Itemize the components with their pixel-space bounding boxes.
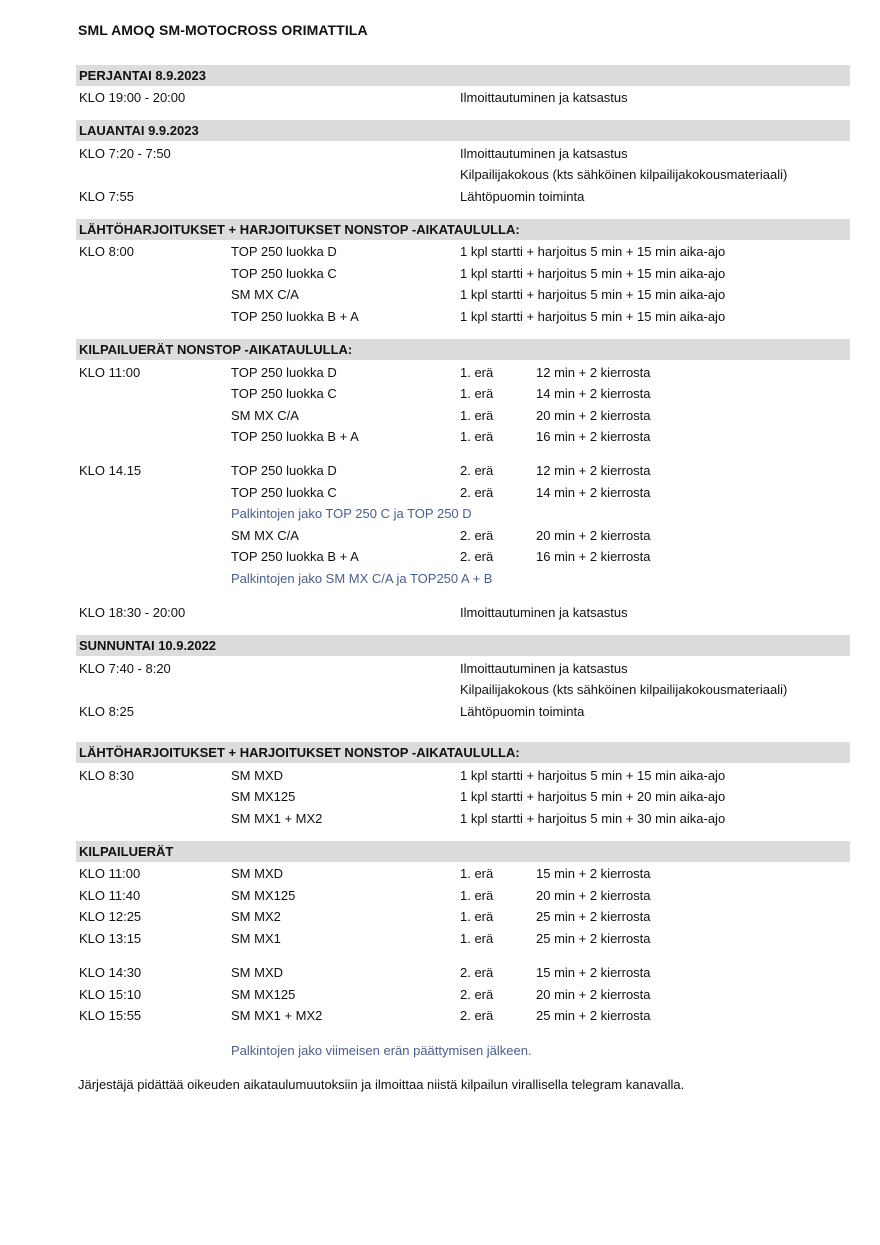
description-cell: 1 kpl startti + harjoitus 5 min + 15 min aika-ajo [460, 309, 726, 324]
duration-cell: 20 min + 2 kierrosta [536, 408, 651, 423]
description-cell: Ilmoittautuminen ja katsastus [460, 146, 628, 161]
class-cell: SM MX1 + MX2 [231, 811, 323, 826]
time-cell: KLO 15:55 [79, 1008, 142, 1023]
class-cell: SM MX C/A [231, 528, 299, 543]
description-cell: 1 kpl startti + harjoitus 5 min + 20 min aika-ajo [460, 789, 726, 804]
time-cell: KLO 11:40 [79, 888, 141, 903]
section-heading: PERJANTAI 8.9.2023 [79, 68, 206, 83]
description-cell: Ilmoittautuminen ja katsastus [460, 90, 628, 105]
class-cell: SM MX2 [231, 909, 281, 924]
time-cell: KLO 11:00 [79, 866, 141, 881]
duration-cell: 16 min + 2 kierrosta [536, 429, 651, 444]
time-cell: KLO 15:10 [79, 987, 142, 1002]
section-heading: LÄHTÖHARJOITUKSET + HARJOITUKSET NONSTOP -AIKATAULULLA: [79, 222, 520, 237]
description-cell: Ilmoittautuminen ja katsastus [460, 661, 628, 676]
class-cell: SM MXD [231, 768, 283, 783]
time-cell: KLO 7:20 - 7:50 [79, 146, 171, 161]
description-cell: 1 kpl startti + harjoitus 5 min + 30 min aika-ajo [460, 811, 726, 826]
description-cell: 1 kpl startti + harjoitus 5 min + 15 min aika-ajo [460, 266, 726, 281]
heat-cell: 1. erä [460, 429, 494, 444]
heat-cell: 2. erä [460, 549, 494, 564]
class-cell: TOP 250 luokka B + A [231, 429, 359, 444]
time-cell: KLO 14.15 [79, 463, 142, 478]
heat-cell: 1. erä [460, 386, 494, 401]
class-cell: SM MX C/A [231, 287, 299, 302]
footer-note: Järjestäjä pidättää oikeuden aikataulumuutoksiin ja ilmoittaa niistä kilpailun virallisella telegram kanavalla. [78, 1077, 685, 1092]
class-cell: TOP 250 luokka D [231, 244, 337, 259]
section-header-saturday-races [76, 339, 850, 360]
heat-cell: 2. erä [460, 528, 494, 543]
duration-cell: 20 min + 2 kierrosta [536, 528, 651, 543]
description-cell: 1 kpl startti + harjoitus 5 min + 15 min aika-ajo [460, 287, 726, 302]
description-cell: Kilpailijakokous (kts sähköinen kilpailijakokousmateriaali) [460, 682, 788, 697]
duration-cell: 20 min + 2 kierrosta [536, 888, 651, 903]
award-note: Palkintojen jako viimeisen erän päättymisen jälkeen. [231, 1043, 532, 1058]
class-cell: SM MX C/A [231, 408, 299, 423]
section-header-saturday [76, 120, 850, 141]
class-cell: TOP 250 luokka D [231, 463, 337, 478]
section-header-sunday-races [76, 841, 850, 862]
class-cell: SM MX125 [231, 789, 296, 804]
heat-cell: 1. erä [460, 909, 494, 924]
heat-cell: 2. erä [460, 1008, 494, 1023]
time-cell: KLO 11:00 [79, 365, 141, 380]
class-cell: SM MXD [231, 866, 283, 881]
class-cell: SM MXD [231, 965, 283, 980]
heat-cell: 2. erä [460, 463, 494, 478]
duration-cell: 25 min + 2 kierrosta [536, 931, 651, 946]
class-cell: SM MX125 [231, 888, 296, 903]
description-cell: Kilpailijakokous (kts sähköinen kilpailijakokousmateriaali) [460, 167, 788, 182]
section-header-sunday-practice [76, 742, 850, 763]
section-heading: KILPAILUERÄT NONSTOP -AIKATAULULLA: [79, 342, 353, 357]
section-heading: KILPAILUERÄT [79, 844, 174, 859]
award-note: Palkintojen jako SM MX C/A ja TOP250 A + B [231, 571, 493, 586]
duration-cell: 14 min + 2 kierrosta [536, 386, 651, 401]
heat-cell: 1. erä [460, 408, 494, 423]
time-cell: KLO 7:55 [79, 189, 134, 204]
duration-cell: 16 min + 2 kierrosta [536, 549, 651, 564]
class-cell: SM MX125 [231, 987, 296, 1002]
duration-cell: 25 min + 2 kierrosta [536, 1008, 651, 1023]
duration-cell: 25 min + 2 kierrosta [536, 909, 651, 924]
class-cell: SM MX1 [231, 931, 281, 946]
time-cell: KLO 7:40 - 8:20 [79, 661, 171, 676]
description-cell: 1 kpl startti + harjoitus 5 min + 15 min aika-ajo [460, 244, 726, 259]
award-note: Palkintojen jako TOP 250 C ja TOP 250 D [231, 506, 472, 521]
description-cell: Lähtöpuomin toiminta [460, 704, 585, 719]
section-header-saturday-practice [76, 219, 850, 240]
page-title: SML AMOQ SM-MOTOCROSS ORIMATTILA [78, 22, 368, 38]
time-cell: KLO 8:00 [79, 244, 134, 259]
duration-cell: 20 min + 2 kierrosta [536, 987, 651, 1002]
heat-cell: 1. erä [460, 866, 494, 881]
class-cell: TOP 250 luokka B + A [231, 309, 359, 324]
heat-cell: 1. erä [460, 365, 494, 380]
class-cell: TOP 250 luokka B + A [231, 549, 359, 564]
heat-cell: 1. erä [460, 888, 494, 903]
time-cell: KLO 13:15 [79, 931, 142, 946]
class-cell: SM MX1 + MX2 [231, 1008, 323, 1023]
duration-cell: 15 min + 2 kierrosta [536, 866, 651, 881]
time-cell: KLO 18:30 - 20:00 [79, 605, 186, 620]
duration-cell: 12 min + 2 kierrosta [536, 365, 651, 380]
duration-cell: 14 min + 2 kierrosta [536, 485, 651, 500]
time-cell: KLO 19:00 - 20:00 [79, 90, 186, 105]
description-cell: 1 kpl startti + harjoitus 5 min + 15 min aika-ajo [460, 768, 726, 783]
duration-cell: 12 min + 2 kierrosta [536, 463, 651, 478]
class-cell: TOP 250 luokka C [231, 485, 337, 500]
heat-cell: 1. erä [460, 931, 494, 946]
class-cell: TOP 250 luokka C [231, 386, 337, 401]
time-cell: KLO 14:30 [79, 965, 142, 980]
description-cell: Lähtöpuomin toiminta [460, 189, 585, 204]
heat-cell: 2. erä [460, 987, 494, 1002]
section-header-sunday [76, 635, 850, 656]
section-header-friday [76, 65, 850, 86]
description-cell: Ilmoittautuminen ja katsastus [460, 605, 628, 620]
time-cell: KLO 8:25 [79, 704, 134, 719]
class-cell: TOP 250 luokka D [231, 365, 337, 380]
section-heading: SUNNUNTAI 10.9.2022 [79, 638, 217, 653]
time-cell: KLO 12:25 [79, 909, 142, 924]
heat-cell: 2. erä [460, 485, 494, 500]
section-heading: LÄHTÖHARJOITUKSET + HARJOITUKSET NONSTOP -AIKATAULULLA: [79, 745, 520, 760]
section-heading: LAUANTAI 9.9.2023 [79, 123, 199, 138]
duration-cell: 15 min + 2 kierrosta [536, 965, 651, 980]
heat-cell: 2. erä [460, 965, 494, 980]
time-cell: KLO 8:30 [79, 768, 134, 783]
class-cell: TOP 250 luokka C [231, 266, 337, 281]
